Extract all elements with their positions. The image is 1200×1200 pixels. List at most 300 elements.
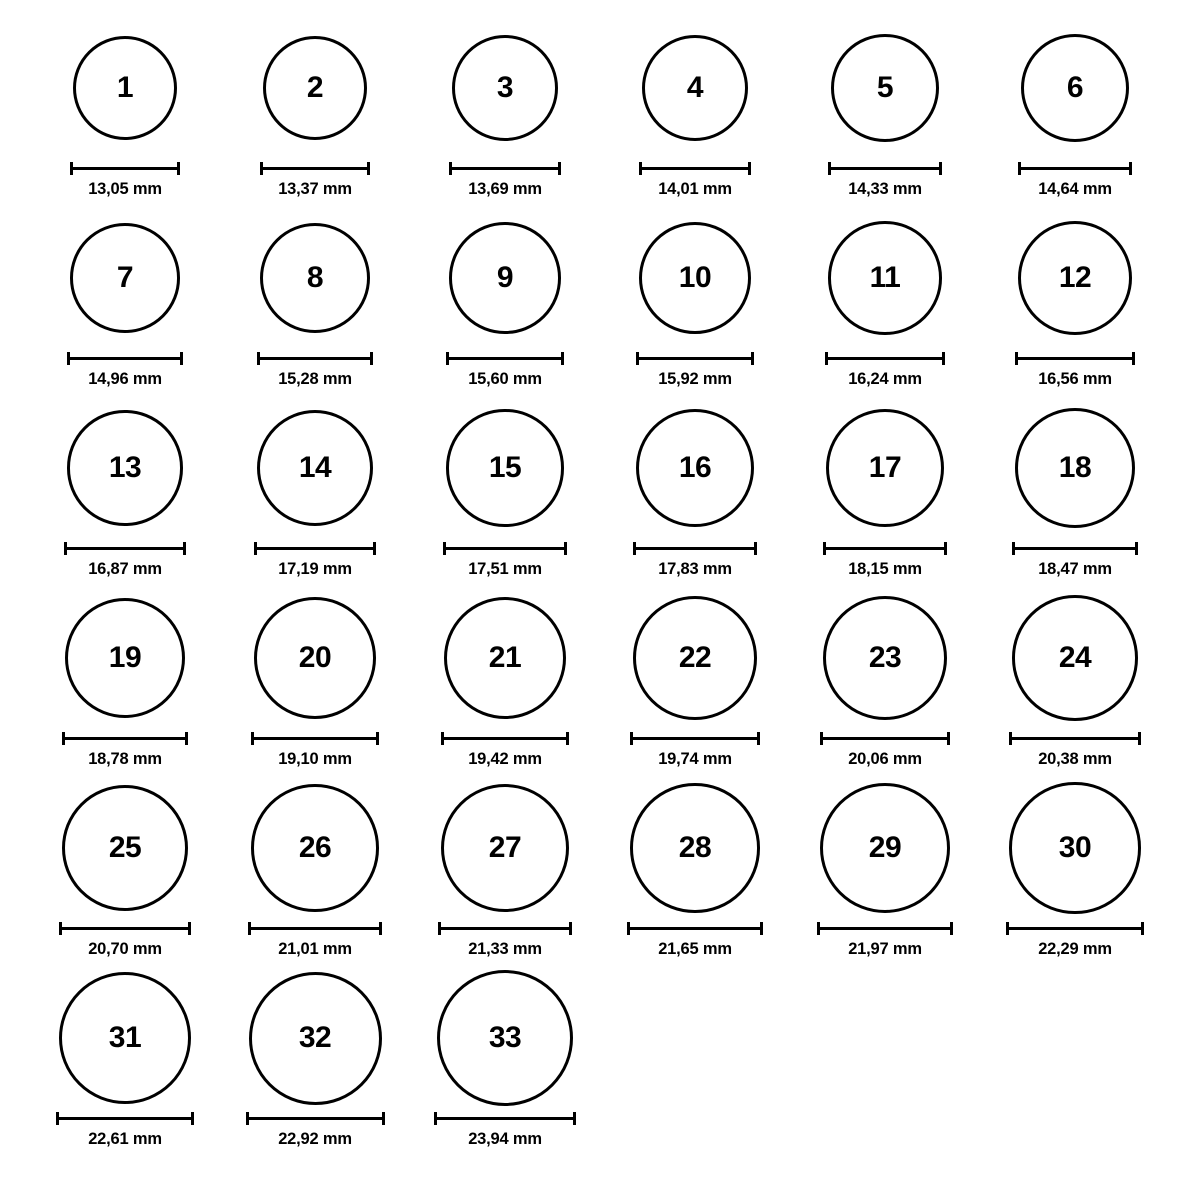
ring-size-item[interactable] [410, 18, 600, 199]
measure-line [64, 547, 185, 550]
ring-circle-wrap [831, 18, 939, 158]
diameter-measure-bar [449, 162, 561, 174]
ring-size-item[interactable] [220, 18, 410, 199]
diameter-label: 13,37 mm [278, 180, 352, 198]
diameter-label: 23,94 mm [468, 1130, 542, 1148]
ring-circle-wrap [826, 398, 945, 538]
measure-cap-right [566, 732, 569, 745]
ring-size-item[interactable] [410, 398, 600, 579]
ring-size-number: 3 [496, 71, 514, 104]
ring-circle-wrap [251, 778, 378, 918]
diameter-label: 16,24 mm [848, 370, 922, 388]
measure-cap-left [639, 162, 642, 175]
ring-size-number: 23 [868, 641, 902, 674]
measure-cap-left [1012, 542, 1015, 555]
diameter-label: 15,92 mm [658, 370, 732, 388]
measure-cap-left [56, 1112, 59, 1125]
ring-circle-icon [642, 35, 749, 142]
measure-line [70, 167, 180, 170]
diameter-measure-bar [438, 922, 572, 934]
size-row [30, 588, 1170, 778]
diameter-measure-bar [639, 162, 752, 174]
measure-line [449, 167, 561, 170]
diameter-measure-bar [67, 352, 183, 364]
ring-circle-wrap [636, 398, 754, 538]
measure-cap-right [569, 922, 572, 935]
ring-size-number: 4 [686, 71, 704, 104]
measure-cap-right [370, 352, 373, 365]
ring-size-item[interactable] [980, 208, 1170, 389]
measure-line [1015, 357, 1135, 360]
ring-size-number: 25 [108, 831, 142, 864]
diameter-measure-bar [248, 922, 381, 934]
diameter-label: 14,33 mm [848, 180, 922, 198]
ring-circle-icon [449, 222, 560, 333]
measure-line [1012, 547, 1138, 550]
measure-line [446, 357, 563, 360]
diameter-label: 13,05 mm [88, 180, 162, 198]
measure-cap-left [251, 732, 254, 745]
diameter-label: 19,42 mm [468, 750, 542, 768]
ring-circle-wrap [59, 968, 191, 1108]
ring-circle-wrap [254, 588, 376, 728]
measure-line [438, 927, 572, 930]
ring-circle-wrap [1021, 18, 1130, 158]
ring-circle-icon [1015, 408, 1135, 528]
measure-cap-left [1018, 162, 1021, 175]
ring-size-number: 11 [869, 260, 901, 294]
ring-size-number: 21 [488, 640, 522, 674]
ring-circle-icon [251, 784, 378, 911]
ring-size-number: 31 [108, 1020, 142, 1054]
ring-circle-wrap [823, 588, 948, 728]
ring-circle-wrap [437, 968, 573, 1108]
measure-line [1018, 167, 1133, 170]
measure-line [443, 547, 566, 550]
ring-circle-wrap [67, 398, 182, 538]
diameter-label: 15,28 mm [278, 370, 352, 388]
measure-cap-left [248, 922, 251, 935]
diameter-label: 14,96 mm [88, 370, 162, 388]
measure-line [441, 737, 570, 740]
ring-circle-icon [59, 972, 191, 1104]
diameter-measure-bar [246, 1112, 385, 1124]
ring-circle-icon [633, 596, 757, 720]
diameter-label: 18,78 mm [88, 750, 162, 768]
diameter-label: 20,38 mm [1038, 750, 1112, 768]
ring-size-number: 10 [678, 260, 712, 294]
diameter-label: 15,60 mm [468, 370, 542, 388]
measure-cap-right [177, 162, 180, 175]
measure-cap-right [382, 1112, 385, 1125]
measure-cap-right [1129, 162, 1132, 175]
ring-size-item[interactable] [220, 588, 410, 769]
measure-line [828, 167, 942, 170]
diameter-measure-bar [70, 162, 180, 174]
measure-cap-right [757, 732, 760, 745]
measure-cap-left [246, 1112, 249, 1125]
diameter-measure-bar [820, 732, 951, 744]
measure-cap-left [449, 162, 452, 175]
ring-size-number: 18 [1058, 450, 1092, 484]
ring-size-item[interactable] [410, 208, 600, 389]
measure-line [251, 737, 379, 740]
measure-line [627, 927, 762, 930]
ring-circle-icon [257, 410, 373, 526]
measure-cap-right [1132, 352, 1135, 365]
ring-size-item[interactable] [980, 778, 1170, 959]
diameter-label: 16,87 mm [88, 560, 162, 578]
measure-line [636, 357, 754, 360]
ring-circle-icon [254, 597, 376, 719]
ring-circle-icon [1009, 782, 1140, 913]
diameter-label: 13,69 mm [468, 180, 542, 198]
measure-cap-right [558, 162, 561, 175]
ring-size-number: 22 [678, 641, 712, 674]
ring-circle-icon [446, 409, 563, 526]
measure-cap-left [627, 922, 630, 935]
ring-size-number: 17 [868, 450, 902, 484]
diameter-measure-bar [434, 1112, 576, 1124]
ring-circle-icon [249, 972, 382, 1105]
size-row [30, 778, 1170, 968]
diameter-measure-bar [630, 732, 760, 744]
ring-circle-wrap [449, 208, 560, 348]
diameter-measure-bar [257, 352, 374, 364]
diameter-label: 19,10 mm [278, 750, 352, 768]
ring-circle-icon [263, 36, 368, 141]
ring-circle-wrap [1012, 588, 1138, 728]
measure-cap-left [70, 162, 73, 175]
ring-circle-wrap [260, 208, 371, 348]
ring-size-number: 7 [116, 260, 134, 294]
measure-line [67, 357, 183, 360]
diameter-measure-bar [817, 922, 953, 934]
ring-circle-wrap [257, 398, 373, 538]
ring-size-number: 8 [306, 260, 324, 294]
diameter-measure-bar [64, 542, 185, 554]
ring-circle-icon [636, 409, 754, 527]
diameter-label: 18,15 mm [848, 560, 922, 578]
measure-cap-right [180, 352, 183, 365]
diameter-label: 21,65 mm [658, 940, 732, 958]
ring-size-number: 14 [298, 451, 332, 484]
measure-cap-left [443, 542, 446, 555]
measure-cap-right [1135, 542, 1138, 555]
ring-size-item[interactable] [220, 208, 410, 389]
measure-line [62, 737, 189, 740]
measure-line [248, 927, 381, 930]
measure-line [639, 167, 752, 170]
ring-circle-wrap [73, 18, 177, 158]
measure-line [823, 547, 948, 550]
measure-cap-left [64, 542, 67, 555]
ring-circle-icon [630, 783, 759, 912]
diameter-measure-bar [627, 922, 762, 934]
diameter-label: 16,56 mm [1038, 370, 1112, 388]
ring-circle-icon [452, 35, 558, 141]
ring-circle-icon [828, 221, 941, 334]
ring-circle-icon [65, 598, 186, 719]
measure-cap-left [820, 732, 823, 745]
ring-size-item[interactable] [220, 778, 410, 959]
measure-cap-left [260, 162, 263, 175]
diameter-measure-bar [446, 352, 563, 364]
measure-line [1006, 927, 1143, 930]
ring-size-number: 15 [488, 451, 522, 484]
diameter-label: 17,19 mm [278, 560, 352, 578]
ring-size-item[interactable] [30, 968, 220, 1149]
diameter-label: 18,47 mm [1038, 560, 1112, 578]
ring-size-number: 6 [1066, 70, 1084, 104]
measure-line [633, 547, 757, 550]
diameter-measure-bar [633, 542, 757, 554]
ring-circle-wrap [1018, 208, 1132, 348]
ring-circle-icon [444, 597, 567, 720]
ring-size-item[interactable] [980, 398, 1170, 579]
measure-cap-right [573, 1112, 576, 1125]
measure-cap-right [376, 732, 379, 745]
ring-size-item[interactable] [600, 588, 790, 769]
measure-cap-right [564, 542, 567, 555]
ring-size-item[interactable] [980, 588, 1170, 769]
diameter-label: 20,70 mm [88, 940, 162, 958]
measure-line [434, 1117, 576, 1120]
diameter-label: 20,06 mm [848, 750, 922, 768]
measure-cap-right [188, 922, 191, 935]
ring-size-number: 5 [876, 71, 894, 104]
ring-circle-wrap [642, 18, 749, 158]
diameter-measure-bar [56, 1112, 194, 1124]
ring-size-number: 12 [1058, 261, 1092, 294]
measure-line [817, 927, 953, 930]
ring-circle-icon [73, 36, 177, 140]
ring-circle-icon [67, 410, 182, 525]
measure-cap-right [950, 922, 953, 935]
measure-line [630, 737, 760, 740]
ring-circle-icon [437, 970, 573, 1106]
measure-line [246, 1117, 385, 1120]
ring-circle-wrap [65, 588, 186, 728]
ring-circle-icon [1012, 595, 1138, 721]
measure-cap-left [630, 732, 633, 745]
ring-size-item[interactable] [790, 588, 980, 769]
ring-size-number: 30 [1058, 830, 1092, 864]
diameter-label: 17,83 mm [658, 560, 732, 578]
diameter-measure-bar [636, 352, 754, 364]
diameter-measure-bar [254, 542, 376, 554]
measure-cap-left [254, 542, 257, 555]
measure-cap-right [367, 162, 370, 175]
ring-size-number: 20 [298, 640, 332, 674]
diameter-label: 14,64 mm [1038, 180, 1112, 198]
ring-size-item[interactable] [30, 778, 220, 959]
ring-size-item[interactable] [600, 778, 790, 959]
ring-size-item[interactable] [790, 18, 980, 199]
ring-size-item[interactable] [790, 208, 980, 389]
measure-cap-left [441, 732, 444, 745]
diameter-measure-bar [251, 732, 379, 744]
ring-size-number: 16 [678, 451, 712, 484]
measure-line [59, 927, 191, 930]
diameter-label: 21,33 mm [468, 940, 542, 958]
ring-circle-icon [826, 409, 945, 528]
ring-circle-wrap [263, 18, 368, 158]
size-row [30, 968, 1170, 1158]
ring-size-item[interactable] [30, 398, 220, 579]
ring-size-number: 29 [868, 830, 902, 864]
diameter-measure-bar [62, 732, 189, 744]
measure-cap-right [947, 732, 950, 745]
measure-cap-left [59, 922, 62, 935]
measure-line [56, 1117, 194, 1120]
diameter-measure-bar [260, 162, 371, 174]
ring-size-item[interactable] [30, 588, 220, 769]
ring-circle-icon [1021, 34, 1130, 143]
ring-size-item[interactable] [410, 588, 600, 769]
ring-circle-icon [823, 596, 948, 721]
ring-circle-wrap [639, 208, 751, 348]
diameter-label: 21,97 mm [848, 940, 922, 958]
measure-cap-left [828, 162, 831, 175]
measure-cap-right [944, 542, 947, 555]
ring-size-number: 13 [108, 451, 142, 484]
measure-line [257, 357, 374, 360]
diameter-measure-bar [1009, 732, 1141, 744]
ring-size-number: 27 [488, 830, 522, 864]
diameter-label: 14,01 mm [658, 180, 732, 198]
diameter-measure-bar [443, 542, 566, 554]
ring-size-number: 32 [298, 1021, 332, 1054]
ring-size-item[interactable] [30, 18, 220, 199]
ring-size-item[interactable] [220, 398, 410, 579]
measure-cap-left [636, 352, 639, 365]
measure-cap-left [438, 922, 441, 935]
measure-cap-left [62, 732, 65, 745]
measure-line [820, 737, 951, 740]
diameter-measure-bar [1018, 162, 1133, 174]
measure-cap-right [191, 1112, 194, 1125]
measure-cap-left [1015, 352, 1018, 365]
measure-cap-right [373, 542, 376, 555]
measure-cap-left [633, 542, 636, 555]
size-row [30, 208, 1170, 398]
measure-line [825, 357, 944, 360]
diameter-measure-bar [825, 352, 944, 364]
diameter-label: 22,92 mm [278, 1130, 352, 1148]
diameter-measure-bar [441, 732, 570, 744]
ring-size-number: 9 [496, 260, 514, 294]
measure-cap-right [379, 922, 382, 935]
measure-cap-left [825, 352, 828, 365]
diameter-label: 22,29 mm [1038, 940, 1112, 958]
ring-size-number: 28 [678, 830, 712, 864]
measure-cap-right [561, 352, 564, 365]
ring-size-number: 24 [1058, 641, 1092, 674]
ring-circle-icon [441, 784, 569, 912]
ring-circle-wrap [441, 778, 569, 918]
ring-size-number: 33 [488, 1021, 522, 1054]
diameter-measure-bar [59, 922, 191, 934]
measure-cap-right [942, 352, 945, 365]
ring-circle-wrap [828, 208, 941, 348]
measure-cap-right [1141, 922, 1144, 935]
ring-size-item[interactable] [600, 398, 790, 579]
ring-circle-wrap [62, 778, 188, 918]
ring-circle-icon [70, 223, 180, 333]
ring-size-item[interactable] [410, 968, 600, 1149]
ring-circle-wrap [633, 588, 757, 728]
measure-cap-left [823, 542, 826, 555]
ring-circle-wrap [452, 18, 558, 158]
ring-size-item[interactable] [30, 208, 220, 389]
diameter-measure-bar [823, 542, 948, 554]
ring-size-item[interactable] [410, 778, 600, 959]
ring-circle-icon [260, 223, 371, 334]
measure-cap-left [434, 1112, 437, 1125]
diameter-label: 19,74 mm [658, 750, 732, 768]
ring-circle-icon [1018, 221, 1132, 335]
ring-circle-wrap [630, 778, 759, 918]
diameter-label: 21,01 mm [278, 940, 352, 958]
ring-size-item[interactable] [790, 778, 980, 959]
measure-line [260, 167, 371, 170]
ring-circle-icon [820, 783, 950, 913]
ring-size-item[interactable] [600, 18, 790, 199]
measure-line [1009, 737, 1141, 740]
measure-cap-right [185, 732, 188, 745]
diameter-measure-bar [1012, 542, 1138, 554]
measure-cap-left [1009, 732, 1012, 745]
measure-cap-right [939, 162, 942, 175]
ring-size-number: 19 [108, 640, 142, 674]
ring-circle-wrap [444, 588, 567, 728]
diameter-label: 22,61 mm [88, 1130, 162, 1148]
ring-circle-wrap [820, 778, 950, 918]
ring-circle-icon [639, 222, 751, 334]
diameter-measure-bar [1006, 922, 1143, 934]
measure-cap-left [817, 922, 820, 935]
measure-cap-right [1138, 732, 1141, 745]
measure-cap-right [751, 352, 754, 365]
measure-cap-right [754, 542, 757, 555]
ring-circle-wrap [446, 398, 563, 538]
ring-size-number: 2 [306, 71, 324, 104]
ring-circle-wrap [1015, 398, 1135, 538]
measure-line [254, 547, 376, 550]
ring-circle-icon [62, 785, 188, 911]
ring-size-number: 1 [116, 71, 134, 104]
measure-cap-left [1006, 922, 1009, 935]
ring-size-item[interactable] [790, 398, 980, 579]
ring-size-item[interactable] [220, 968, 410, 1149]
measure-cap-left [257, 352, 260, 365]
measure-cap-right [748, 162, 751, 175]
ring-circle-wrap [1009, 778, 1140, 918]
diameter-label: 17,51 mm [468, 560, 542, 578]
ring-size-number: 26 [298, 831, 332, 864]
measure-cap-right [760, 922, 763, 935]
measure-cap-right [183, 542, 186, 555]
diameter-measure-bar [1015, 352, 1135, 364]
size-row [30, 398, 1170, 588]
ring-size-item[interactable] [600, 208, 790, 389]
size-row [30, 18, 1170, 208]
ring-circle-icon [831, 34, 939, 142]
diameter-measure-bar [828, 162, 942, 174]
ring-size-item[interactable] [980, 18, 1170, 199]
measure-cap-left [67, 352, 70, 365]
